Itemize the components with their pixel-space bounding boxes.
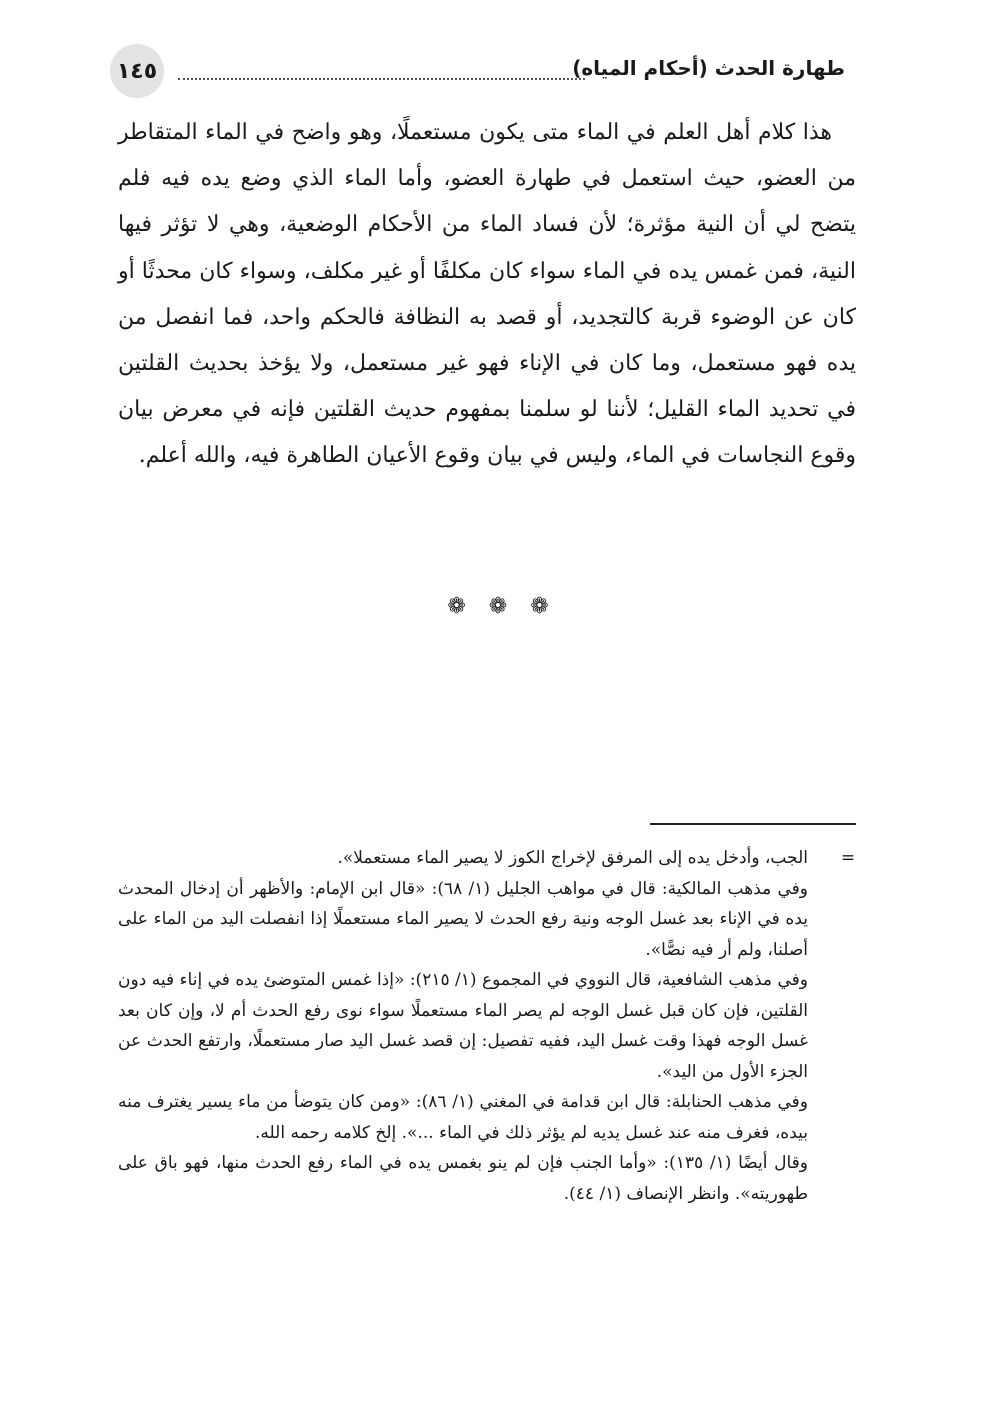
footnote-continuation-marker: = bbox=[840, 848, 856, 868]
footnote-paragraph: وفي مذهب الحنابلة: قال ابن قدامة في المغني (١/ ٨٦): «ومن كان يتوضأ من ماء يسير يغترف منه بيده، فغرف منه عند غسل يديه لم يؤثر ذلك في الماء ...». إلخ كلامه رحمه الله. bbox=[118, 1092, 808, 1143]
body-paragraph: هذا كلام أهل العلم في الماء متى يكون مستعملًا، وهو واضح في الماء المتقاطر من العضو، حيث استعمل في طهارة العضو، وأما الماء الذي وضع يده فيه فلم يتضح لي أن النية مؤثرة؛ لأن فساد الماء من الأحكام الوضعية، وهي لا تؤثر فيها النية، فمن غمس يده في الماء سواء كان مكلفًا أو غير مكلف، وسواء كان محدثًا أو كان عن الوضوء قربة كالتجديد، أو قصد به النظافة فالحكم واحد، فما انفصل من يده فهو مستعمل، وما كان في الإناء فهو غير مستعمل، ولا يؤخذ بحديث القلتين في تحديد الماء القليل؛ لأننا لو سلمنا بمفهوم حديث القلتين فإنه في معرض بيان وقوع النجاسات في الماء، وليس في بيان وقوع الأعيان الطاهرة فيه، والله أعلم. bbox=[118, 120, 856, 469]
section-ornament: ❁ ❁ ❁ bbox=[447, 594, 557, 619]
footnote-paragraph: وقال أيضًا (١/ ١٣٥): «وأما الجنب فإن لم ينو بغمس يده في الماء رفع الحدث منها، فهو باق على طهوريته». وانظر الإنصاف (١/ ٤٤). bbox=[118, 1153, 808, 1204]
footnotes bbox=[118, 843, 808, 1209]
page-number: ١٤٥ bbox=[110, 44, 164, 98]
footnote-paragraph: الجب، وأدخل يده إلى المرفق لإخراج الكوز لا يصير الماء مستعملا». bbox=[337, 848, 808, 868]
page-header bbox=[110, 44, 845, 98]
main-text bbox=[118, 110, 856, 480]
footnote-paragraph: وفي مذهب الشافعية، قال النووي في المجموع (١/ ٢١٥): «إذا غمس المتوضئ يده في إناء فيه دون القلتين، فإن كان قبل غسل الوجه لم يصر الماء مستعملًا سواء نوى رفع الحدث أم لا، وإن كان بعد غسل الوجه فهذا وقت غسل اليد، ففيه تفصيل: إن قصد غسل اليد صار مستعملًا، وارتفع الحدث عن الجزء الأول من اليد». bbox=[118, 970, 808, 1082]
running-title: طهارة الحدث (أحكام المياه) bbox=[572, 56, 845, 80]
header-dotted-leader bbox=[178, 78, 585, 80]
footnote-separator bbox=[650, 823, 856, 825]
footnote-paragraph: وفي مذهب المالكية: قال في مواهب الجليل (١/ ٦٨): «قال ابن الإمام: والأظهر أن إدخال المحدث يده في الإناء بعد غسل الوجه ونية رفع الحدث لا يصير الماء مستعملًا إذا انفصلت اليد من الماء على أصلنا، ولم أر فيه نصًّا». bbox=[118, 878, 808, 960]
